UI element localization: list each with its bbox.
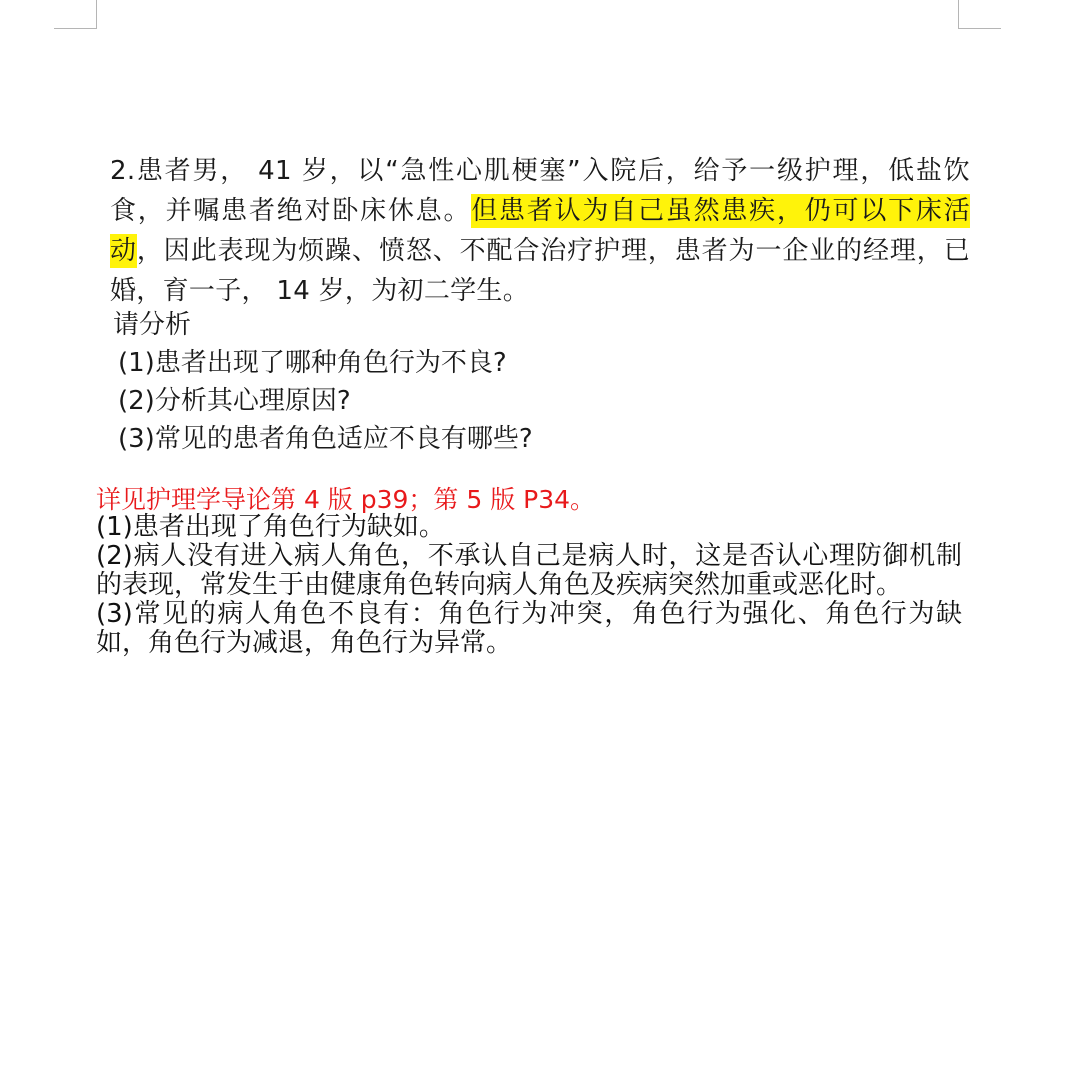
- sub-question: (2)分析其心理原因?: [118, 386, 351, 416]
- sub-question: (1)患者出现了哪种角色行为不良?: [118, 348, 507, 378]
- sub-question: (3)常见的患者角色适应不良有哪些?: [118, 424, 533, 454]
- answer-list: [96, 513, 962, 658]
- sub-question-list: [118, 344, 533, 458]
- question-paragraph: [110, 151, 970, 311]
- answer-item: (3)常见的病人角色不良有：角色行为冲突，角色行为强化、角色行为缺如，角色行为减退，角色行为异常。: [96, 599, 962, 658]
- answer-item: (1)患者出现了角色行为缺如。: [96, 512, 445, 542]
- question-text-intro: 2.患者男， 41 岁，以“急性心肌梗塞”入院后，给予一级护理，低盐饮食，并嘱患者绝对卧床休息。: [110, 156, 970, 226]
- reference-note: 详见护理学导论第 4 版 p39；第 5 版 P34。: [96, 485, 596, 514]
- answer-item: (2)病人没有进入病人角色，不承认自己是病人时，这是否认心理防御机制的表现，常发生于由健康角色转向病人角色及疾病突然加重或恶化时。: [96, 541, 962, 600]
- analysis-prompt: 请分析: [113, 310, 192, 340]
- page-corner-mark-left: [54, 0, 97, 29]
- question-text-rest: ，因此表现为烦躁、愤怒、不配合治疗护理，患者为一企业的经理，已婚，育一子， 14 岁，为初二学生。: [110, 236, 970, 306]
- highlighted-text: 但患者认为自己虽然患疾，仍可以下床活动: [110, 196, 970, 266]
- page-corner-mark-right: [958, 0, 1001, 29]
